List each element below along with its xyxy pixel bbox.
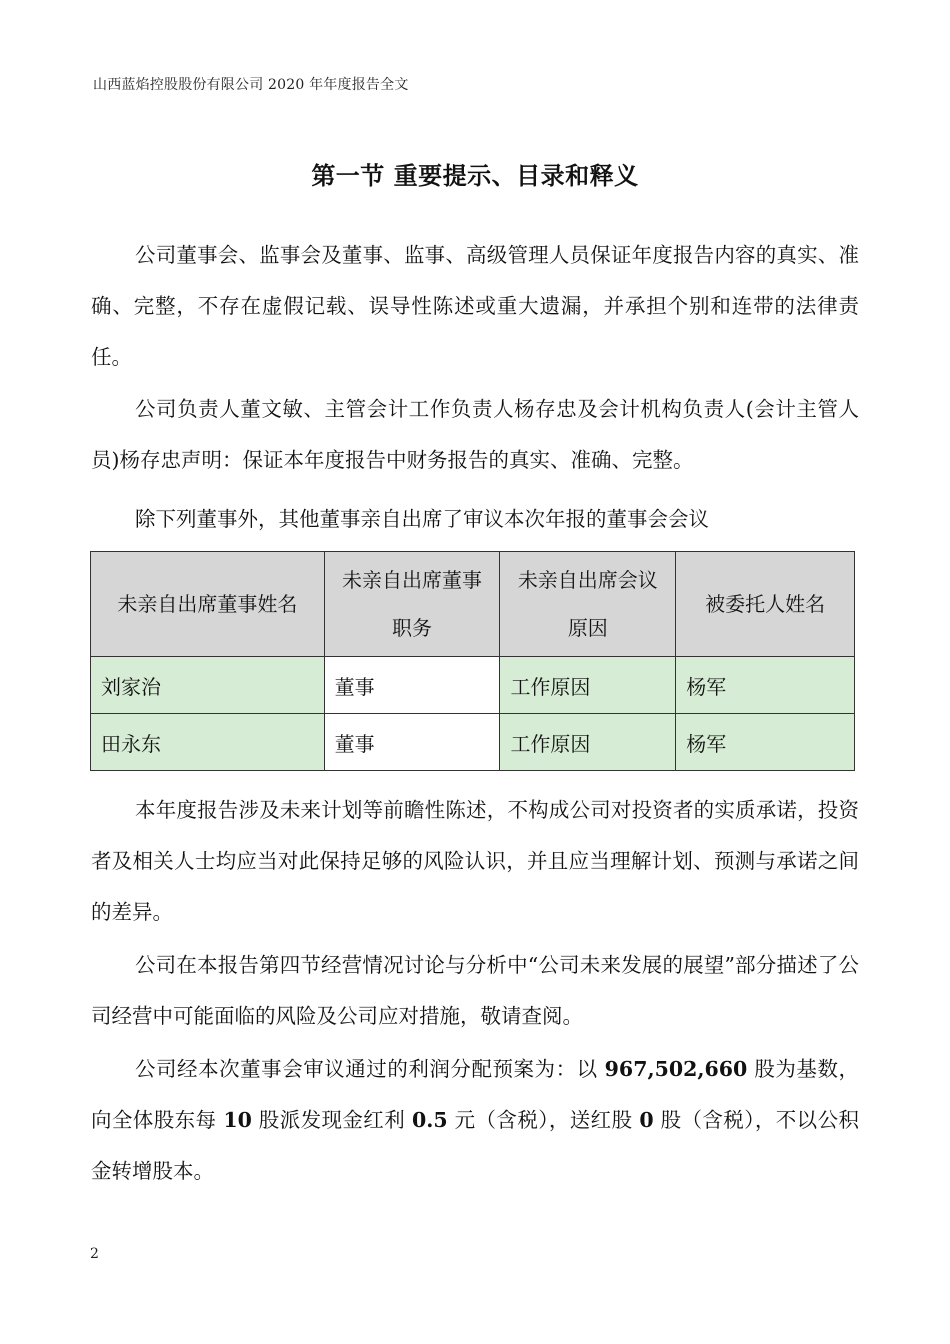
share-base-number: 967,502,660 [604, 1057, 748, 1081]
bonus-shares-number: 0 [639, 1108, 654, 1132]
cell-absence-reason: 工作原因 [500, 714, 676, 771]
responsibility-statement: 公司董事会、监事会及董事、监事、高级管理人员保证年度报告内容的真实、准确、完整，不存在虚假记载、误导性陈述或重大遗漏，并承担个别和连带的法律责任。 [91, 243, 859, 369]
plan-text: 元（含税），送红股 [447, 1108, 640, 1132]
cell-absence-reason: 工作原因 [500, 657, 676, 714]
cell-proxy-name: 杨军 [676, 714, 855, 771]
cell-director-position: 董事 [324, 714, 500, 771]
absent-directors-table [90, 551, 855, 771]
plan-text: 股（含税），不以公积金转增股本。 [91, 1108, 859, 1183]
cell-proxy-name: 杨军 [676, 657, 855, 714]
cell-director-name: 田永东 [91, 714, 325, 771]
profit-distribution-plan [91, 1044, 859, 1197]
section-title: 第一节 重要提示、目录和释义 [311, 161, 639, 190]
risk-reference-note: 公司在本报告第四节经营情况讨论与分析中“公司未来发展的展望”部分描述了公司经营中可能面临的风险及公司应对措施，敬请查阅。 [91, 953, 859, 1028]
header-absence-reason: 未亲自出席会议原因 [500, 552, 676, 657]
per-shares-number: 10 [223, 1108, 252, 1132]
cell-director-position: 董事 [324, 657, 500, 714]
cell-director-name: 刘家治 [91, 657, 325, 714]
table-row [91, 657, 855, 714]
table-header-row [91, 552, 855, 657]
page-number: 2 [90, 1246, 99, 1262]
page-header: 山西蓝焰控股股份有限公司 2020 年年度报告全文 [93, 77, 409, 93]
header-director-position: 未亲自出席董事职务 [324, 552, 500, 657]
plan-text: 股派发现金红利 [251, 1108, 413, 1132]
cash-dividend-amount: 0.5 [412, 1108, 448, 1132]
plan-text: 股为基数，向全体股东每 [91, 1057, 859, 1132]
plan-text: 公司经本次董事会审议通过的利润分配预案为：以 [135, 1057, 605, 1081]
forward-looking-statement: 本年度报告涉及未来计划等前瞻性陈述，不构成公司对投资者的实质承诺，投资者及相关人士均应当对此保持足够的风险认识，并且应当理解计划、预测与承诺之间的差异。 [91, 798, 859, 924]
financial-report-declaration: 公司负责人董文敏、主管会计工作负责人杨存忠及会计机构负责人(会计主管人员)杨存忠声明：保证本年度报告中财务报告的真实、准确、完整。 [91, 397, 859, 472]
header-proxy-name: 被委托人姓名 [676, 552, 855, 657]
absent-directors-intro: 除下列董事外，其他董事亲自出席了审议本次年报的董事会会议 [135, 507, 709, 531]
header-director-name: 未亲自出席董事姓名 [91, 552, 325, 657]
table-row [91, 714, 855, 771]
